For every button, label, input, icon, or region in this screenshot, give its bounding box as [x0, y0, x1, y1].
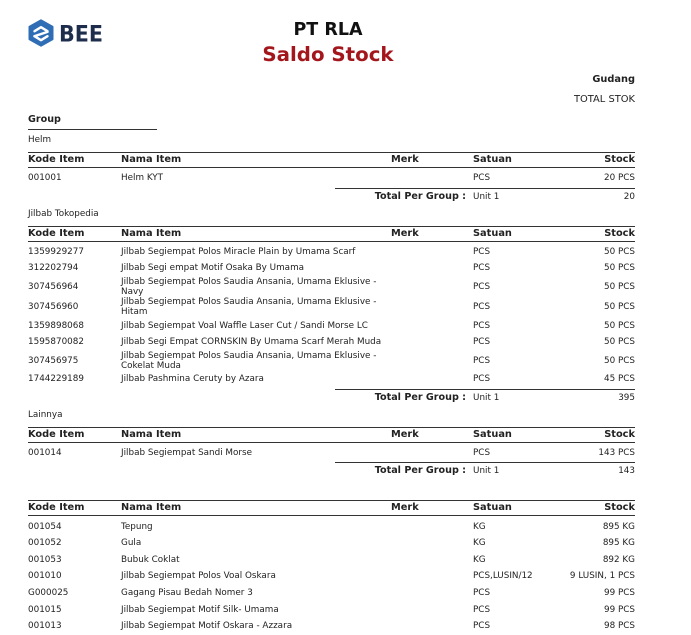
item-code: 307456975 — [28, 355, 79, 366]
group-total-label: Total Per Group : — [374, 391, 466, 403]
item-name: Jilbab Segiempat Polos Saudia Ansania, Umama Eklusive - Navy — [121, 276, 377, 297]
column-header-stock: Stock — [604, 502, 635, 514]
group-total-value: 395 — [618, 392, 635, 403]
table-body — [28, 244, 635, 388]
table-body — [28, 445, 635, 462]
company-name: PT RLA — [293, 20, 363, 40]
item-stock: 50 PCS — [603, 281, 635, 292]
stock-group — [28, 132, 635, 206]
column-header-code: Kode Item — [28, 502, 85, 514]
item-stock: 9 LUSIN, 1 PCS — [569, 571, 635, 582]
item-stock: 50 PCS — [603, 246, 635, 257]
item-code: G000025 — [28, 587, 69, 598]
logo-text: BEE — [59, 22, 103, 47]
item-unit: KG — [473, 538, 486, 549]
item-unit: PCS — [473, 587, 491, 598]
column-header-stock: Stock — [604, 227, 635, 239]
report-title: Saldo Stock — [262, 43, 394, 66]
warehouse-value: TOTAL STOK — [573, 94, 635, 105]
item-code: 1359929277 — [28, 246, 84, 257]
item-name: Jilbab Segiempat Polos Saudia Ansania, Umama Eklusive - Cokelat Muda — [121, 350, 377, 371]
column-header-name: Nama Item — [121, 227, 182, 239]
item-unit: PCS — [473, 281, 491, 292]
item-stock: 50 PCS — [603, 263, 635, 274]
item-code: 307456960 — [28, 302, 79, 313]
item-name: Jilbab Segiempat Polos Saudia Ansania, Umama Eklusive - Hitam — [121, 297, 377, 318]
table-row — [28, 552, 635, 569]
stock-group — [28, 407, 635, 481]
stock-report-groups — [28, 132, 635, 635]
item-code: 001010 — [28, 571, 62, 582]
column-header-stock: Stock — [604, 154, 635, 165]
table-row — [28, 585, 635, 602]
group-total-label: Total Per Group : — [374, 465, 466, 477]
table-row — [28, 618, 635, 635]
item-code: 001054 — [28, 521, 62, 532]
column-header-unit: Satuan — [473, 428, 512, 440]
item-code: 001053 — [28, 554, 62, 565]
item-name: Tepung — [121, 521, 153, 532]
table-body — [28, 170, 635, 187]
item-unit: KG — [473, 554, 486, 565]
column-header-brand: Merk — [391, 502, 419, 514]
group-total-unit: Unit 1 — [473, 466, 500, 477]
column-header-stock: Stock — [604, 428, 635, 440]
table-row — [28, 318, 635, 335]
item-stock: 50 PCS — [603, 355, 635, 366]
item-stock: 50 PCS — [603, 320, 635, 331]
item-stock: 99 PCS — [603, 604, 635, 615]
item-name: Jilbab Segiempat Voal Waffle Laser Cut / Sandi Morse LC — [121, 320, 368, 331]
item-stock: 99 PCS — [603, 587, 635, 598]
item-name: Gula — [121, 538, 142, 549]
table-row — [28, 601, 635, 618]
column-header-name: Nama Item — [121, 428, 182, 440]
item-code: 001013 — [28, 621, 62, 632]
table-row — [28, 244, 635, 261]
column-header-code: Kode Item — [28, 227, 85, 239]
item-name: Jilbab Segi empat Motif Osaka By Umama — [121, 263, 305, 274]
item-unit: PCS,LUSIN/12 — [473, 571, 533, 582]
item-stock: 892 KG — [602, 554, 635, 565]
item-name: Helm KYT — [121, 173, 164, 184]
group-total-value: 20 — [623, 191, 635, 202]
table-row — [28, 518, 635, 535]
item-unit: PCS — [473, 302, 491, 313]
group-name: Jilbab Tokopedia — [28, 208, 99, 219]
item-name: Bubuk Coklat — [121, 554, 180, 565]
table-row — [28, 371, 635, 388]
item-name: Jilbab Segiempat Polos Voal Oskara — [121, 571, 276, 582]
table-row — [28, 445, 635, 462]
column-header-name: Nama Item — [121, 502, 182, 514]
table-body — [28, 518, 635, 634]
item-stock: 143 PCS — [598, 447, 635, 458]
table-row — [28, 170, 635, 187]
group-total-unit: Unit 1 — [473, 392, 500, 403]
item-code: 001015 — [28, 604, 62, 615]
item-stock: 20 PCS — [603, 173, 635, 184]
item-name: Jilbab Segiempat Motif Oskara - Azzara — [121, 621, 293, 632]
column-header-brand: Merk — [391, 227, 419, 239]
table-header — [28, 152, 635, 168]
column-header-code: Kode Item — [28, 154, 85, 165]
item-unit: PCS — [473, 621, 491, 632]
item-code: 1359898068 — [28, 320, 84, 331]
table-header — [28, 500, 635, 516]
group-column-heading: Group — [28, 113, 157, 130]
column-header-brand: Merk — [391, 154, 419, 165]
group-name: Helm — [28, 135, 52, 145]
column-header-name: Nama Item — [121, 154, 182, 165]
item-code: 001014 — [28, 447, 62, 458]
item-code: 1595870082 — [28, 337, 84, 348]
column-header-brand: Merk — [391, 428, 419, 440]
table-header — [28, 427, 635, 443]
table-header — [28, 226, 635, 242]
table-row — [28, 334, 635, 351]
item-code: 307456964 — [28, 281, 79, 292]
item-name: Jilbab Segiempat Sandi Morse — [121, 447, 253, 458]
group-total-label: Total Per Group : — [374, 190, 466, 202]
table-row — [28, 351, 635, 371]
group-total-row — [28, 462, 635, 480]
item-stock: 895 KG — [602, 538, 635, 549]
item-unit: PCS — [473, 320, 491, 331]
group-total-value: 143 — [618, 466, 635, 477]
item-stock: 50 PCS — [603, 337, 635, 348]
item-unit: PCS — [473, 447, 491, 458]
group-total-row — [28, 188, 635, 206]
item-stock: 50 PCS — [603, 302, 635, 313]
column-header-code: Kode Item — [28, 428, 85, 440]
item-name: Jilbab Segiempat Motif Silk- Umama — [121, 604, 279, 615]
item-unit: PCS — [473, 337, 491, 348]
item-unit: PCS — [473, 355, 491, 366]
table-row — [28, 535, 635, 552]
table-row — [28, 260, 635, 277]
item-unit: PCS — [473, 263, 491, 274]
item-code: 001001 — [28, 173, 62, 184]
column-header-unit: Satuan — [473, 154, 512, 165]
item-name: Jilbab Segi Empat CORNSKIN By Umama Scarf Merah Muda — [121, 337, 382, 348]
item-code: 312202794 — [28, 263, 79, 274]
item-unit: PCS — [473, 604, 491, 615]
item-code: 1744229189 — [28, 374, 84, 385]
item-stock: 45 PCS — [603, 374, 635, 385]
item-name: Jilbab Pashmina Ceruty by Azara — [121, 374, 264, 385]
stock-group — [28, 480, 635, 634]
table-row — [28, 277, 635, 297]
item-unit: PCS — [473, 246, 491, 257]
item-name: Gagang Pisau Bedah Nomer 3 — [121, 587, 253, 598]
item-unit: KG — [473, 521, 486, 532]
item-unit: PCS — [473, 374, 491, 385]
column-header-unit: Satuan — [473, 227, 512, 239]
group-total-unit: Unit 1 — [473, 191, 500, 202]
stock-group — [28, 206, 635, 407]
item-unit: PCS — [473, 173, 491, 184]
table-row — [28, 568, 635, 585]
group-total-row — [28, 389, 635, 407]
group-name — [28, 480, 635, 496]
item-code: 001052 — [28, 538, 62, 549]
column-header-unit: Satuan — [473, 502, 512, 514]
table-row — [28, 297, 635, 317]
group-name: Lainnya — [28, 409, 63, 420]
item-stock: 895 KG — [602, 521, 635, 532]
item-name: Jilbab Segiempat Polos Miracle Plain by Umama Scarf — [121, 246, 356, 257]
item-stock: 98 PCS — [603, 621, 635, 632]
warehouse-label: Gudang — [592, 74, 635, 85]
